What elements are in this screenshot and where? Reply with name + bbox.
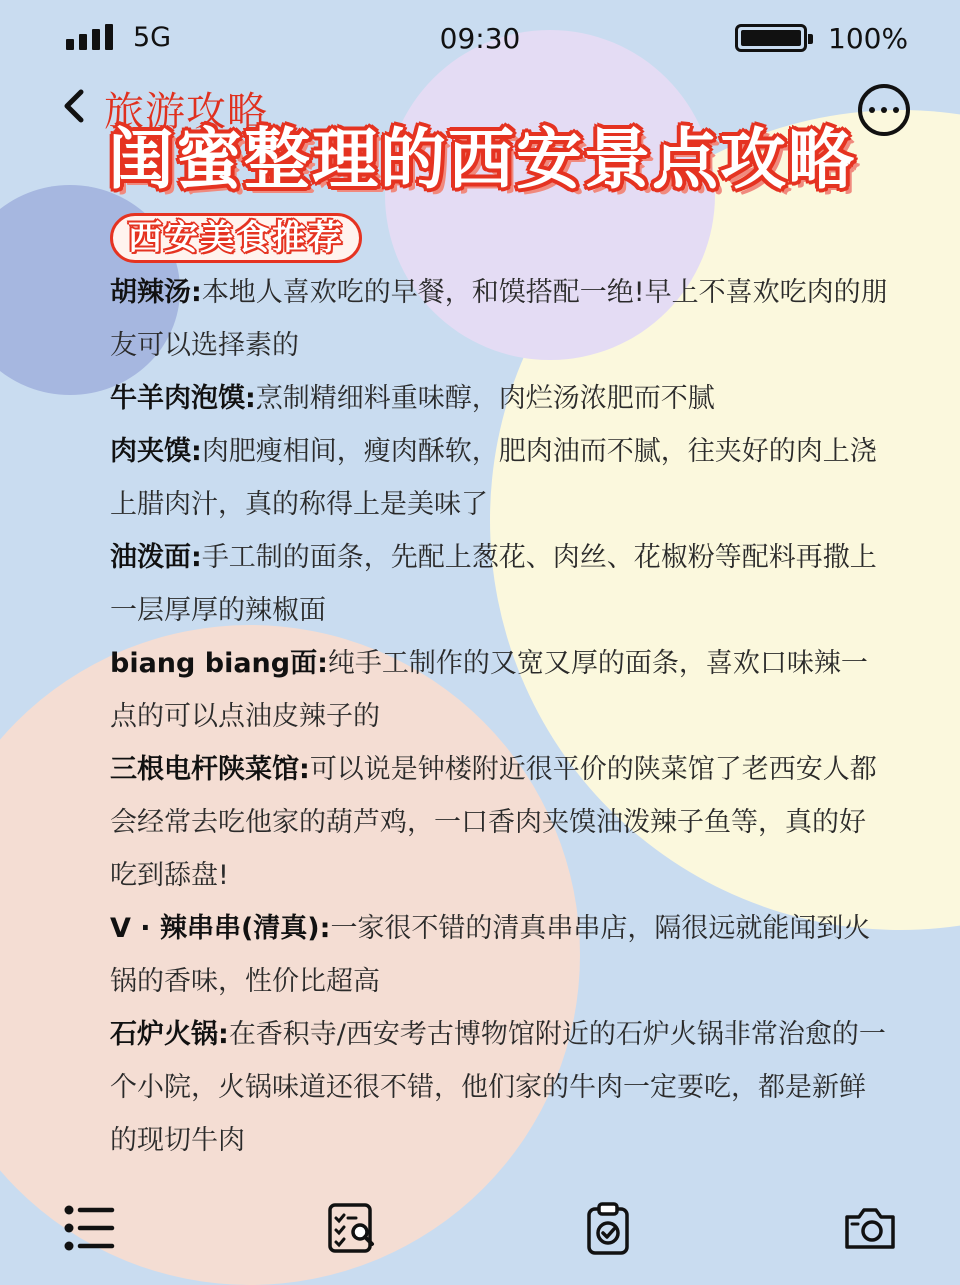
- item-name: 肉夹馍:: [110, 436, 202, 467]
- item-desc: 手工制的面条，先配上葱花、肉丝、花椒粉等配料再撒上一层厚厚的辣椒面: [110, 542, 877, 626]
- battery-icon: [735, 24, 807, 52]
- category-label: 旅游攻略: [104, 89, 268, 135]
- page-title: 闺蜜整理的西安景点攻略: [108, 121, 856, 198]
- item-name: 三根电杆陕菜馆:: [110, 754, 310, 785]
- list-item: [110, 531, 890, 637]
- bottom-toolbar: [0, 1200, 960, 1260]
- more-icon[interactable]: [858, 84, 910, 136]
- item-desc: 本地人喜欢吃的早餐，和馍搭配一绝!早上不喜欢吃肉的朋友可以选择素的: [110, 277, 888, 361]
- camera-icon[interactable]: [842, 1200, 898, 1256]
- battery-percent: 100%: [828, 22, 909, 55]
- chevron-left-icon[interactable]: [55, 86, 95, 126]
- food-list: [110, 266, 890, 1167]
- item-desc: 可以说是钟楼附近很平价的陕菜馆了老西安人都会经常去吃他家的葫芦鸡，一口香肉夹馍油泼辣子鱼等，真的好吃到舔盘!: [110, 754, 877, 891]
- checklist-search-icon[interactable]: [324, 1200, 380, 1256]
- list-item: [110, 637, 890, 743]
- item-name: 油泼面:: [110, 542, 202, 573]
- status-time: 09:30: [439, 22, 521, 55]
- list-item: [110, 743, 890, 902]
- status-bar: [0, 18, 960, 62]
- item-name: V · 辣串串(清真):: [110, 913, 331, 944]
- item-desc: 肉肥瘦相间，瘦肉酥软，肥肉油而不腻，往夹好的肉上浇上腊肉汁，真的称得上是美味了: [110, 436, 877, 520]
- item-desc: 在香积寺/西安考古博物馆附近的石炉火锅非常治愈的一个小院，火锅味道还很不错，他们家的牛肉一定要吃，都是新鲜的现切牛肉: [110, 1019, 886, 1156]
- item-name: 牛羊肉泡馍:: [110, 383, 256, 414]
- list-item: [110, 266, 890, 372]
- list-item: [110, 425, 890, 531]
- section-heading-text: 西安美食推荐: [128, 218, 344, 258]
- item-name: 石炉火锅:: [110, 1019, 229, 1050]
- section-heading: [110, 213, 362, 263]
- list-item: [110, 372, 890, 425]
- item-desc: 纯手工制作的又宽又厚的面条，喜欢口味辣一点的可以点油皮辣子的: [110, 648, 868, 732]
- network-label: 5G: [133, 22, 172, 53]
- clipboard-check-icon[interactable]: [580, 1200, 636, 1256]
- list-item: [110, 902, 890, 1008]
- item-desc: 一家很不错的清真串串店，隔很远就能闻到火锅的香味，性价比超高: [110, 913, 871, 997]
- item-name: biang biang面:: [110, 648, 328, 679]
- item-name: 胡辣汤:: [110, 277, 202, 308]
- item-desc: 烹制精细料重味醇，肉烂汤浓肥而不腻: [255, 383, 715, 414]
- list-icon[interactable]: [60, 1200, 116, 1256]
- list-item: [110, 1008, 890, 1167]
